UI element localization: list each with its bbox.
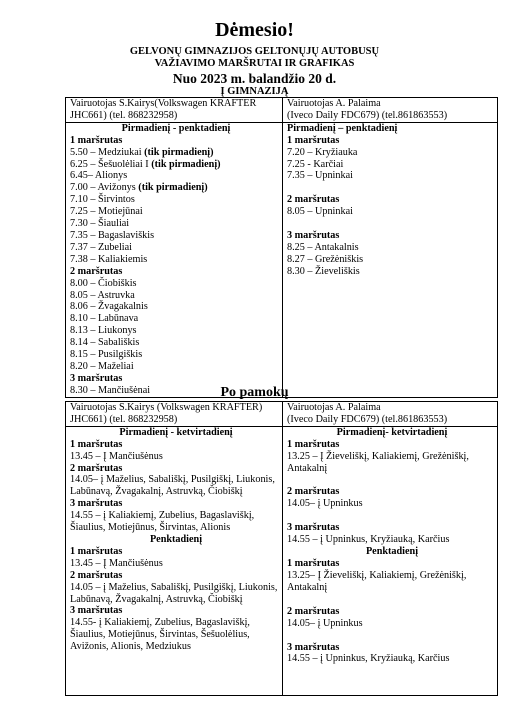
driver-right-header: Vairuotojas A. Palaima (Iveco Daily FDC679) (tel.861863553) [283,402,498,427]
driver-right-header: Vairuotojas A. Palaima (Iveco Daily FDC679) (tel.861863553) [283,98,498,123]
route-heading: 2 maršrutas [287,194,340,206]
route-list [70,439,282,534]
route-list [70,546,282,653]
route-list [287,439,497,546]
route-heading: 2 maršrutas [287,486,340,498]
route-stop: 6.25 – Šešuolėliai I (tik pirmadienį) [70,158,221,170]
to-school-table [65,97,498,398]
monday-only-note: (tik pirmadienį) [144,146,214,158]
subtitle-line-1: GELVONŲ GIMNAZIJOS GELTONŲJŲ AUTOBUSŲ [129,46,380,57]
afternoon-right-schedule [283,426,498,695]
route-stop: 7.10 – Širvintos [70,194,135,206]
morning-left-schedule [66,122,283,397]
route-stop: 8.00 – Čiobiškis [70,277,137,289]
driver-left-header: Vairuotojas S.Kairys(Volkswagen KRAFTER JHC661) (tel. 868232958) [66,98,283,123]
route-heading: 1 maršrutas [287,438,340,450]
route-stop: 14.05 – į Maželius, Sabališkį, Pusilgiškį, Liukonis, Labūnavą, Žvagakalnį, Astruvką, Čiobiškį [70,581,278,605]
route-stop: 7.25 - Karčiai [287,158,344,170]
page-title: Dėmesio! [215,19,294,41]
route-heading: 3 maršrutas [287,522,340,534]
route-heading: 1 maršrutas [287,557,340,569]
spacer [287,630,497,642]
route-stop: 14.55 – į Upninkus, Kryžiauką, Karčius [287,534,450,546]
morning-right-schedule [283,122,498,397]
route-stop: 14.05– į Maželius, Sabališkį, Pusilgiškį, Liukonis, Labūnavą, Žvagakalnį, Astruvką, Čiobiškį [70,474,275,498]
route-stop: 14.05– į Upninkus [287,498,363,510]
friday-label: Penktadienį [149,533,203,545]
route-stop: 7.38 – Kaliakiemis [70,253,148,265]
route-stop: 8.13 – Liukonys [70,325,137,337]
route-stop: 8.20 – Maželiai [70,360,134,372]
days-label: Pirmadienį – penktadienį [287,122,398,134]
route-stop: 7.20 – Kryžiauka [287,146,358,158]
direction-heading: Į GIMNAZIJĄ [220,86,289,97]
days-label: Pirmadienį- ketvirtadienį [336,426,448,438]
route-stop: 8.25 – Antakalnis [287,242,359,254]
route-heading: 1 maršrutas [70,545,123,557]
route-heading: 3 maršrutas [70,605,123,617]
route-stop: 7.35 – Bagaslaviškis [70,229,155,241]
route-heading: 2 maršrutas [287,605,340,617]
effective-date: Nuo 2023 m. balandžio 20 d. [172,71,337,86]
days-label: Pirmadienį - penktadienį [121,122,231,134]
route-stop: 8.06 – Žvagakalnis [70,301,148,313]
route-heading: 3 maršrutas [287,641,340,653]
after-lessons-heading: Po pamokų [220,385,289,400]
route-stop: 13.45 – Į Mančiušėnus [70,557,163,569]
route-stop: 13.25 – Į Žieveliškį, Kaliakiemį, Grežėniškį, Antakalnį [287,450,469,474]
route-stop: 8.14 – Sabališkis [70,337,140,349]
spacer [287,594,497,606]
route-stop: 7.35 – Upninkai [287,170,353,182]
route-stop: 8.30 – Mančiušėnai [70,384,151,396]
spacer [287,510,497,522]
monday-only-note: (tik pirmadienį) [151,158,221,170]
route-list [70,135,282,397]
spacer [287,474,497,486]
subtitle-line-2: VAŽIAVIMO MARŠRUTAI IR GRAFIKAS [154,58,355,69]
route-heading: 3 maršrutas [287,230,340,242]
route-heading: 3 maršrutas [70,372,123,384]
route-stop: 7.37 – Zubeliai [70,241,132,253]
route-stop: 7.30 – Šiauliai [70,218,130,230]
route-heading: 2 maršrutas [70,462,123,474]
friday-label: Penktadienį [365,546,419,558]
route-stop: 8.10 – Labūnava [70,313,139,325]
route-stop: 7.00 – Avižonys (tik pirmadienį) [70,182,208,194]
driver-left-header: Vairuotojas S.Kairys (Volkswagen KRAFTER) JHC661) (tel. 868232958) [66,402,283,427]
route-stop: 14.55 – į Upninkus, Kryžiauką, Karčius [287,653,450,665]
route-stop: 8.30 – Žieveliškis [287,265,360,277]
route-stop: 8.05 – Astruvka [70,289,135,301]
route-heading: 2 maršrutas [70,265,123,277]
route-list [287,135,497,278]
route-list [287,558,497,665]
route-heading: 3 maršrutas [70,498,123,510]
monday-only-note: (tik pirmadienį) [138,182,208,194]
route-stop: 8.27 – Grežėniškis [287,253,364,265]
route-stop: 8.15 – Pusilgiškis [70,349,143,361]
afternoon-left-schedule [66,426,283,695]
route-stop: 13.25– Į Žieveliškį, Kaliakiemį, Grežėniškį, Antakalnį [287,569,467,593]
route-stop: 8.05 – Upninkai [287,206,353,218]
route-stop: 14.55- į Kaliakiemį, Zubelius, Bagaslaviškį, Šiaulius, Motiejūnus, Širvintas, Šešuolėlius, Avižonis, Alionis, Medziukus [70,617,250,653]
route-stop: 14.05– į Upninkus [287,617,363,629]
route-heading: 1 maršrutas [287,134,340,146]
route-stop: 7.25 – Motiejūnai [70,206,143,218]
route-heading: 1 maršrutas [70,438,123,450]
after-lessons-table [65,401,498,696]
route-stop: 14.55 – į Kaliakiemį, Zubelius, Bagaslaviškį, Šiaulius, Motiejūnus, Širvintas, Alionis [70,510,255,534]
days-label: Pirmadienį - ketvirtadienį [119,426,233,438]
route-heading: 2 maršrutas [70,569,123,581]
route-stop: 13.45 – Į Mančiušėnus [70,450,163,462]
route-heading: 1 maršrutas [70,134,123,146]
spacer [287,218,497,230]
route-stop: 5.50 – Medziukai (tik pirmadienį) [70,146,214,158]
spacer [287,182,497,194]
route-stop: 6.45– Alionys [70,170,128,182]
